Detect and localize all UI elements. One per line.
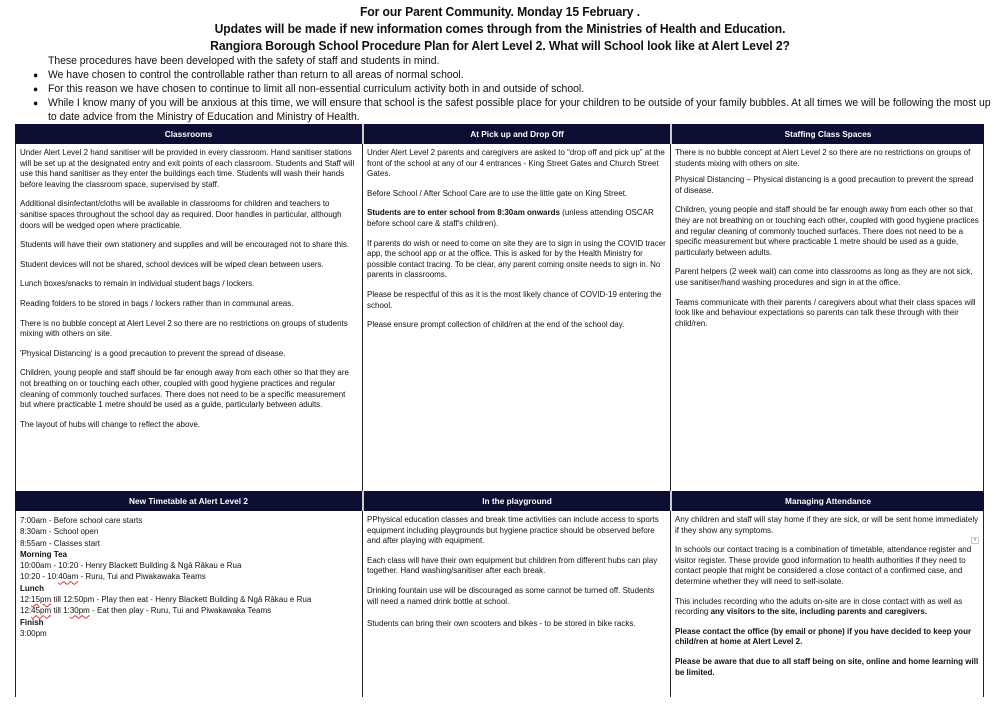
cell-playground: [362, 511, 670, 697]
cell-classrooms: [15, 144, 362, 491]
paragraph: Before School / After School Care are to use the little gate on King Street.: [367, 188, 628, 198]
paragraph: Physical Distancing – Physical distancing is a good precaution to prevent the spread of disease.: [675, 175, 974, 195]
timetable-line: [20, 605, 358, 616]
paragraph: 'Physical Distancing' is a good precaution to prevent the spread of disease.: [20, 348, 286, 358]
bullet-icon: ●: [33, 98, 39, 108]
timetable-subheading: Morning Tea: [20, 549, 67, 559]
time-text: till 12:50pm - Play then eat - Henry Blackett Building & Ngā Rākau e Rua: [51, 595, 312, 605]
paragraph: In schools our contact tracing is a combination of timetable, attendance register and visitor register. These provide good information to health authorities if they need to contact people that might be considered a close contact of a confirmed case, and determine whether they will need to self-isolate.: [675, 545, 972, 586]
timetable-line: [20, 594, 358, 605]
paragraph: Parent helpers (2 week wait) can come into classrooms as long as they are not sick, use sanitiser/hand washing procedures and sign in at the office.: [675, 267, 973, 287]
timetable-line: 3:00pm: [20, 628, 47, 638]
paragraph: Lunch boxes/snacks to remain in individual student bags / lockers.: [20, 279, 255, 289]
intro-bullet-text: We have chosen to control the controllable rather than return to all areas of normal school.: [48, 69, 464, 81]
notice-title: For our Parent Community. Monday 15 February .: [359, 4, 641, 19]
time-text: 12:: [20, 595, 32, 605]
notice-subtitle-updates: Updates will be made if new information comes through from the Ministries of Health and Education.: [214, 21, 786, 36]
entry-time-emphasis: Students are to enter school from 8:30am onwards: [367, 208, 560, 218]
paragraph: Please be respectful of this as it is the most likely chance of COVID-19 entering the school.: [367, 289, 662, 310]
intro-bullet-text: For this reason we have chosen to continue to limit all non-essential curriculum activity both in and outside of school.: [48, 83, 585, 95]
paragraph-text: This includes recording who the adults on-site are in close contact with as well as recording: [675, 596, 963, 617]
time-text: 12:: [20, 606, 32, 616]
entry-time-note: (unless attending OSCAR before school care & staff's children).: [367, 208, 654, 228]
intro-bullet-text: While I know many of you will be anxious at this time, we will ensure that school is the safest possible place for your children to be outside of your family bubbles. At all times we will be following the most up: [48, 97, 991, 109]
spellcheck-flagged-text: 40am: [58, 572, 79, 582]
paragraph: Children, young people and staff should be far enough away from each other so that they are not breathing on or touching each other, coupled with good hygiene practices and regular cleaning of commonly touched surfaces. There does not need to be a specific measurement but where practicable 1 metre should be used as a guide, particularly between adults.: [675, 205, 979, 257]
header-staffing-class-spaces: Staffing Class Spaces: [670, 124, 984, 144]
paragraph: The layout of hubs will change to reflect the above.: [20, 419, 201, 429]
paragraph: Students will have their own stationery and supplies and will be encouraged not to share this.: [20, 240, 350, 250]
paragraph: Drinking fountain use will be discouraged as some cannot be turned off. Students will need a named drink bottle at school.: [367, 585, 655, 606]
intro-lead: These procedures have been developed with the safety of staff and students in mind.: [48, 55, 440, 67]
paragraph: PPhysical education classes and break time activities can include access to sports equipment including playgrounds but hygiene practice should be observed before and after playing with equipment.: [367, 515, 659, 546]
table-header-row: [15, 491, 984, 511]
bullet-icon: ●: [33, 70, 39, 80]
timetable-line: [20, 571, 358, 582]
cell-pickup-dropoff: [362, 144, 670, 491]
intro-bullet-continuation: to date advice from the Ministry of Education and Ministry of Health.: [48, 111, 360, 123]
paragraph: Please contact the office (by email or phone) if you have decided to keep your child/ren at home at Alert Level 2.: [675, 626, 972, 647]
timetable-subheading: Finish: [20, 617, 44, 627]
header-playground: In the playground: [362, 491, 670, 511]
paragraph: Each class will have their own equipment but children from different hubs can play together. Hand washing/sanitiser after each break.: [367, 555, 658, 576]
paragraph: Students can bring their own scooters and bikes - to be stored in bike racks.: [367, 619, 636, 629]
time-text: till 1:: [51, 606, 70, 616]
cell-timetable: [15, 511, 362, 697]
paragraph: Student devices will not be shared, school devices will be wiped clean between users.: [20, 259, 324, 269]
timetable-line: 8:55am - Classes start: [20, 538, 101, 548]
time-text: - Eat then play - Ruru, Tui and Piwakawaka Teams: [89, 606, 272, 616]
timetable-line: 10:00am - 10:20 - Henry Blackett Building & Ngā Rākau e Rua: [20, 561, 242, 571]
paragraph: Please be aware that due to all staff being on site, online and home learning will be limited.: [675, 656, 979, 677]
paragraph: There is no bubble concept at Alert Level 2 so there are no restrictions on groups of students mixing with others on site.: [675, 148, 971, 168]
spellcheck-flagged-text: 15pm: [31, 595, 52, 605]
cell-dropdown-icon[interactable]: ▾: [971, 537, 979, 544]
header-classrooms: Classrooms: [15, 124, 362, 144]
notice-plan-heading: Rangiora Borough School Procedure Plan for Alert Level 2. What will School look like at Alert Level 2?: [210, 38, 790, 53]
paragraph: Any children and staff will stay home if they are sick, or will be sent home immediately if they show any symptoms.: [675, 515, 979, 535]
bullet-icon: ●: [33, 84, 39, 94]
cell-staffing-class-spaces: [670, 144, 984, 491]
paragraph: Reading folders to be stored in bags / lockers rather than in communal areas.: [20, 298, 294, 308]
spellcheck-flagged-text: 45pm: [31, 606, 52, 616]
paragraph: [367, 208, 666, 229]
time-text: 10:20 - 10:: [20, 572, 59, 582]
paragraph: Under Alert Level 2 parents and caregivers are asked to “drop off and pick up” at the front of the school at any of our 4 entrances - King Street Gates and Church Street Gates.: [367, 148, 665, 179]
timetable-line: 8:30am - School open: [20, 527, 99, 537]
table-row: [15, 144, 984, 491]
paragraph: Under Alert Level 2 hand sanitiser will be provided in every classroom. Hand sanitiser stations will be set up at the designated entry and exit points of each classroom. Students and Staff will use this hand sanitiser as they enter the buildings each time. Students will wash their hands before leaving the classroom space, supervised by staff.: [20, 148, 355, 189]
header-new-timetable: New Timetable at Alert Level 2: [15, 491, 362, 511]
paragraph: Children, young people and staff should be far enough away from each other so that they are not breathing on or touching each other, coupled with good hygiene practices and regular cleaning of commonly touched surfaces. There does not need to be a specific measurement but where practicable 1 metre should be used as a guide, particularly between adults.: [20, 368, 349, 410]
paragraph: Please ensure prompt collection of child/ren at the end of the school day.: [367, 320, 625, 330]
spellcheck-flagged-text: 30pm: [69, 606, 90, 616]
paragraph: There is no bubble concept at Alert Level 2 so there are no restrictions on groups of students mixing with others on site.: [20, 318, 348, 339]
paragraph: Additional disinfectant/cloths will be available in classrooms for children and teachers to sanitise spaces throughout the school day as required. Door handles in particular, although doors will be wedged open where practicable.: [20, 199, 342, 230]
paragraph: Teams communicate with their parents / caregivers about what their class spaces will look like and behaviour expectations so parents can talk these through with their child/ren.: [675, 297, 976, 328]
table-header-row: [15, 124, 984, 144]
paragraph: If parents do wish or need to come on site they are to sign in using the COVID tracer app, the school app or at the office. This is asked for by the Health Ministry for possible contact tracing. To be clear, any parent coming onsite needs to sign in. No parents in classrooms.: [367, 238, 666, 280]
timetable-line: 7:00am - Before school care starts: [20, 516, 143, 525]
time-text: - Ruru, Tui and Piwakawaka Teams: [78, 572, 206, 582]
header-managing-attendance: Managing Attendance: [670, 491, 984, 511]
timetable-subheading: Lunch: [20, 583, 44, 593]
paragraph: [675, 597, 979, 618]
header-pickup-dropoff: At Pick up and Drop Off: [362, 124, 670, 144]
cell-managing-attendance: [670, 511, 984, 697]
visitor-emphasis: any visitors to the site, including parents and caregivers.: [710, 607, 928, 617]
table-row: [15, 511, 984, 697]
